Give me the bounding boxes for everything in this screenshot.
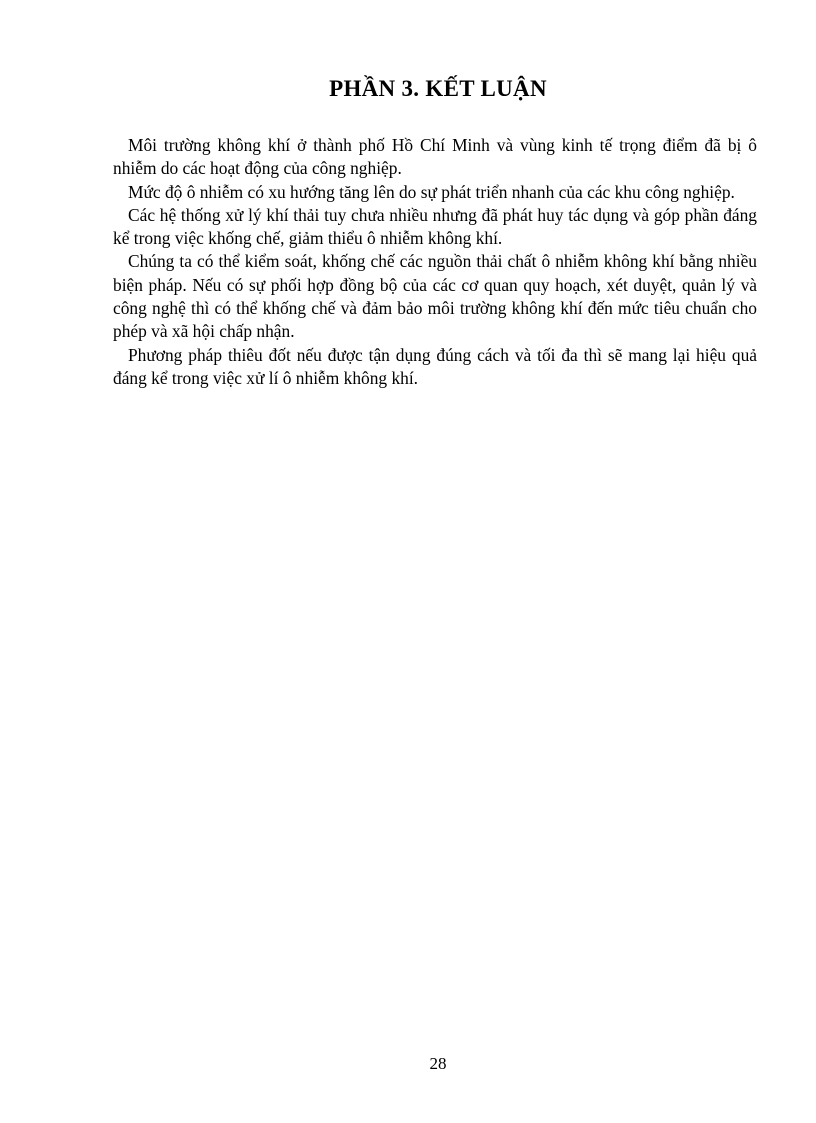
page-number: 28 <box>429 1054 447 1073</box>
paragraph-2: Mức độ ô nhiễm có xu hướng tăng lên do sự phát triển nhanh của các khu công nghiệp. <box>128 181 735 202</box>
page-title: PHẦN 3. KẾT LUẬN <box>329 76 547 101</box>
paragraph-1: Môi trường không khí ở thành phố Hồ Chí Minh và vùng kinh tế trọng điểm đã bị ô nhiễm do các hoạt động của công nghiệp. <box>113 135 757 179</box>
paragraph-3: Các hệ thống xử lý khí thải tuy chưa nhiều nhưng đã phát huy tác dụng và góp phần đáng kể trong việc khống chế, giảm thiểu ô nhiễm không khí. <box>113 204 757 249</box>
paragraph-4: Chúng ta có thể kiểm soát, khống chế các nguồn thải chất ô nhiễm không khí bằng nhiều biện pháp. Nếu có sự phối hợp đồng bộ của các cơ quan quy hoạch, xét duyệt, quản lý và công nghệ thì có thể khống chế và đảm bảo môi trường không khí đến mức tiêu chuẩn cho phép và xã hội chấp nhận. <box>113 251 757 342</box>
conclusion-body <box>113 134 757 390</box>
paragraph-5: Phương pháp thiêu đốt nếu được tận dụng đúng cách và tối đa thì sẽ mang lại hiệu quả đáng kể trong việc xử lí ô nhiễm không khí. <box>113 344 757 388</box>
